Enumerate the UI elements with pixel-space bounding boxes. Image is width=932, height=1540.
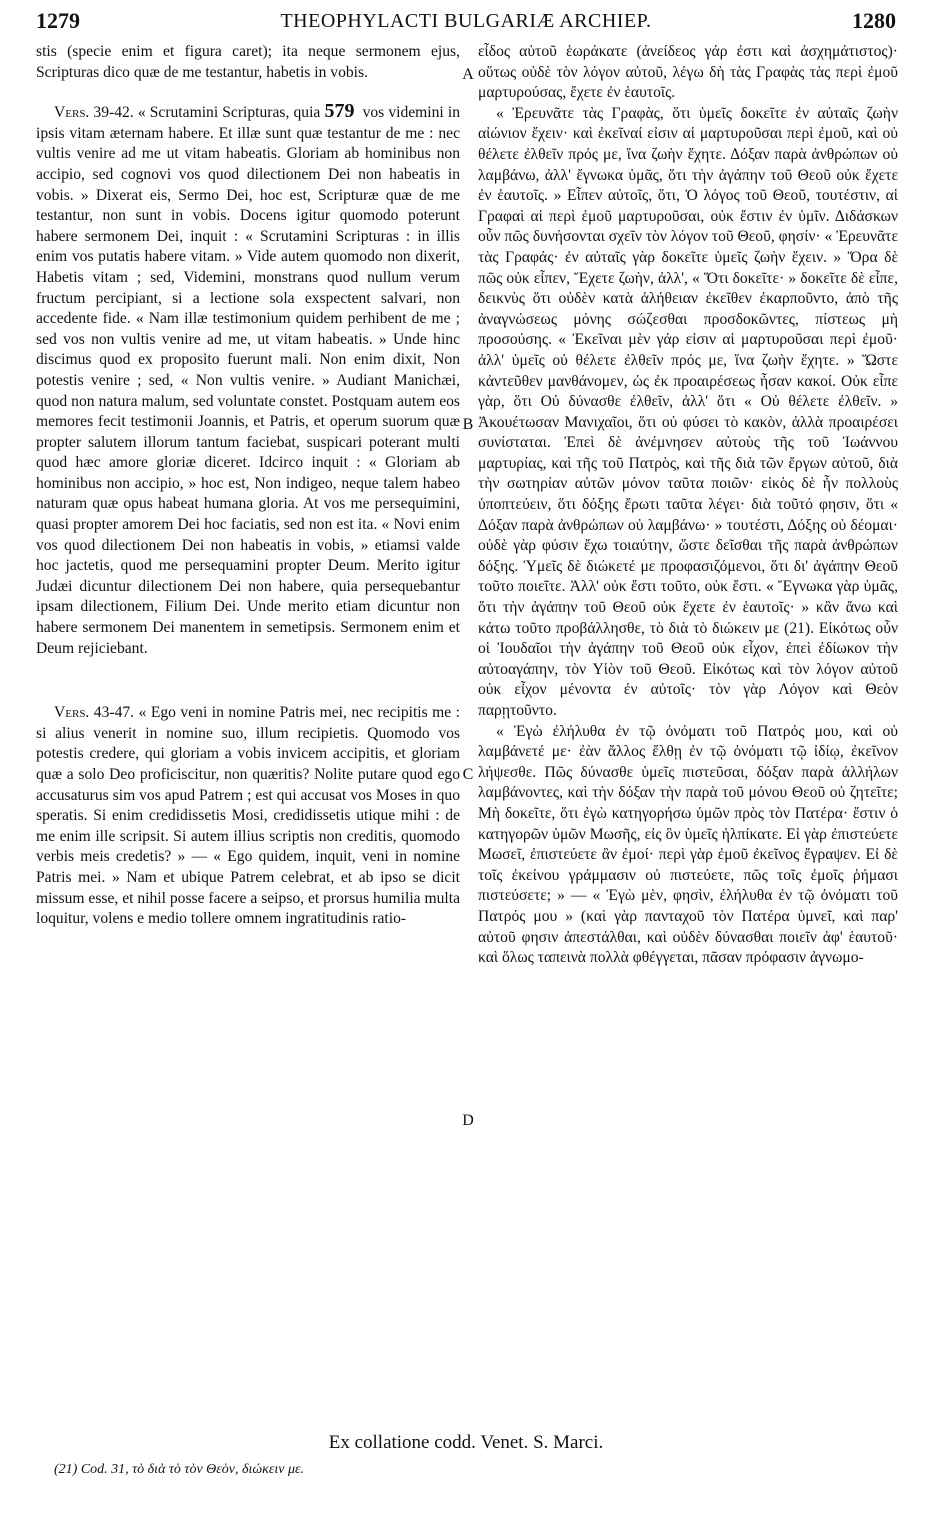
column-number: 579	[324, 100, 355, 123]
verse-reference: Vers. 39-42.	[54, 104, 134, 122]
latin-text: « Scrutamini Scripturas, quia	[137, 104, 321, 122]
greek-paragraph-1: εἶδος αὐτοῦ ἑωράκατε (ἀνείδεος γάρ ἐστι καὶ ἀσχημάτιστος)· οὕτως οὐδὲ τὸν λόγον αὐτοῦ, λέγω δὴ τὰς Γραφὰς τὰς περὶ ἐμοῦ μαρτυρούσας, ἔχετε ἐν ἑαυτοῖς.	[478, 43, 898, 102]
latin-column	[36, 42, 460, 1432]
latin-text: vos videmini in ipsis vitam æternam habere. Et illæ sunt quæ testantur de me : nec vultis venire ad me ut vitam habeatis. Gloriam ab hominibus non accipio, sed cognovi vos quod dilectionem Dei non habeatis in vobis. » Dixerat eis, Sermo Dei, hoc est, Scripturæ quæ de me testantur, non sunt in vobis. Docens igitur quomodo poterunt habere sermonem Dei, inquit : « Scrutamini Scripturas : in illis enim vos putatis habere vitam. » Vide autem quomodo non dixerit, Habetis vitam ; sed, Videmini, monstrans quod nullum verum fructum percipiant, si a lectione sola exspectent salvari, non accedente fide. « Nam illæ testimonium quidem perhibent de me ; sed vos non vultis venire ad me, ut vitam habeatis. » Unde hinc discimus quod ex proposito fuerunt mali. Non enim dixit, Non potestis venire ; sed, « Non vultis venire. » Audiant Manichæi, quod non natura malum, sed voluntate constet. Postquam autem eos memores fecit testimonii Joannis, et Patris, et operum suorum quæ propter salutem illorum tantum faciebat, suspicari poterant multi quod hæc amore gloriæ diceret. Idcirco inquit : « Gloriam ab hominibus non accipio, » hoc est, Non indigeo, neque talem habeo naturam quæ opus habeat humana gloria. At vos me persequimini, quasi propter amorem Dei hoc faciatis, sed non est ita. « Novi enim vos quod dilectionem Dei non habeatis in vobis, » etiamsi valde hoc jactetis, quod me persequamini propter Deum. Merito igitur Judæi dicuntur dilectionem Dei non habere, quia persequebantur ipsam dilectionem, Filium Dei. Unde merito etiam dicuntur non habere sermonem Dei manentem in semetipsis. Sermonem enim et Deum rejiciebant.	[36, 104, 460, 657]
page-header	[36, 8, 896, 42]
greek-paragraph-3: « Ἐγὼ ἐλήλυθα ἐν τῷ ὀνόματι τοῦ Πατρός μου, καὶ οὐ λαμβάνετέ με· ἐὰν ἄλλος ἔλθῃ ἐν τῷ ὀνόματι τῷ ἰδίῳ, ἐκεῖνον λήψεσθε. Πῶς δύνασθε ὑμεῖς πιστεῦσαι, δόξαν παρὰ ἀλλήλων λαμβάνοντες, καὶ τὴν δόξαν τὴν παρὰ τοῦ μόνου Θεοῦ οὐ ζητεῖτε; Μὴ δοκεῖτε, ὅτι ἐγὼ κατηγορήσω ὑμῶν πρὸς τὸν Πατέρα· ἔστιν ὁ κατηγορῶν ὑμῶν Μωσῆς, εἰς ὃν ὑμεῖς ἠλπίκατε. Εἰ γὰρ ἐπιστεύετε Μωσεῖ, ἐπιστεύετε ἂν ἐμοί· περὶ γὰρ ἐμοῦ ἐκεῖνος ἔγραψεν. Εἰ δὲ τοῖς ἐκείνου γράμμασιν οὐ πιστεύετε, πῶς τοῖς ἐμοῖς ῥήμασι πιστεύσετε; » — « Ἐγὼ μὲν, φησὶν, ἐλήλυθα ἐν τῷ ὀνόματι τοῦ Πατρός μου » (καὶ γὰρ πανταχοῦ τὸν Πατέρα ὑμνεῖ, καὶ παρ' αὐτοῦ φησιν ἀπεστάλθαι, καὶ οὐδὲν δύνασθαι ποιεῖν ἀφ' ἑαυτοῦ· καὶ ὅλως ταπεινὰ πολλὰ φθέγγεται, πᾶσαν πρόφασιν ἀγνωμο-	[478, 722, 898, 967]
page-number-left: 1279	[36, 8, 80, 33]
margin-marker-c: C	[462, 766, 474, 783]
running-title: THEOPHYLACTI BULGARIÆ ARCHIEP.	[280, 10, 652, 32]
verse-reference: Vers. 43-47.	[54, 704, 135, 722]
latin-paragraph-1: stis (specie enim et figura caret); ita neque sermonem ejus, Scripturas dico quæ de me testantur, habetis in vobis.	[36, 43, 460, 81]
latin-paragraph-3	[36, 703, 460, 930]
margin-marker-a: A	[462, 66, 474, 83]
collation-note: Ex collatione codd. Venet. S. Marci.	[328, 1432, 604, 1453]
page-number-right: 1280	[852, 8, 896, 33]
margin-marker-b: B	[462, 416, 474, 433]
latin-paragraph-2	[36, 101, 460, 659]
margin-marker-d: D	[462, 1112, 474, 1129]
greek-column	[478, 42, 898, 1432]
latin-text: « Ego veni in nomine Patris mei, nec recipitis me : si alius venerit in nomine suo, illum recipietis. Quomodo vos potestis credere, qui gloriam a vobis invicem accipitis, et gloriam quæ a solo Deo proficiscitur, non quæritis? Nolite putare quod ego accusaturus sim vos apud Patrem ; est qui accusat vos Moses in quo speratis. Si enim credidissetis Mosi, credidissetis utique mihi : de me enim ille scripsit. Si autem illius scriptis non creditis, quomodo verbis meis credetis? » — « Ego quidem, inquit, veni in nomine Patris mei. » Nam et ubique Patrem celebrat, et ab ipso se dicit missum esse, et nihil posse facere a seipso, et prorsus humilia multa loquitur, volens e medio tollere omnem ingratitudinis ratio-	[36, 704, 460, 928]
greek-paragraph-2: « Ἐρευνᾶτε τὰς Γραφὰς, ὅτι ὑμεῖς δοκεῖτε ἐν αὐταῖς ζωὴν αἰώνιον ἔχειν· καὶ ἐκεῖναί εἰσιν αἱ μαρτυροῦσαι περὶ ἐμοῦ, καὶ οὐ θέλετε ἐλθεῖν πρός με, ἵνα ζωὴν ἔχητε. Δόξαν παρὰ ἀνθρώπων οὐ λαμβάνω, ἀλλ' ἔγνωκα ὑμᾶς, ὅτι τὴν ἀγάπην τοῦ Θεοῦ οὐκ ἔχετε ἐν ἑαυτοῖς. » Εἶπεν αὐτοῖς, ὅτι, Ὁ λόγος τοῦ Θεοῦ, τουτέστιν, αἱ Γραφαὶ αἱ περὶ ἐμοῦ μαρτυροῦσαι, οὐκ ἔστιν ἐν ὑμῖν. Διδάσκων οὖν πῶς δυνήσονται σχεῖν τὸν λόγον τοῦ Θεοῦ, φησίν· « Ἐρευνᾶτε τὰς Γραφάς· ἐν αὐταῖς γὰρ δοκεῖτε ὑμεῖς ζωὴν ἔχειν. » Ὅρα δὲ πῶς οὐκ εἶπεν, Ἔχετε ζωὴν, ἀλλ', « Ὅτι δοκεῖτε· » δοκεῖτε δὲ εἶπε, δεικνὺς ὅτι οὐδὲν κατὰ ἀλήθειαν ἐκεῖθεν ἐκαρποῦντο, ἀπὸ τῆς ἀναγνώσεως μόνης σώζεσθαι προσδοκῶντες, πίστεως μὴ προσούσης. « Ἐκεῖναι μὲν γάρ εἰσιν αἱ μαρτυροῦσαι περὶ ἐμοῦ· ἀλλ' ὑμεῖς οὐ θέλετε ἐλθεῖν πρός με, ἵνα ζωὴν ἔχητε. » Ὥστε κἀντεῦθεν μανθάνομεν, ὡς ἐκ προαιρέσεως ἦσαν κακοί. Οὐκ εἶπε γὰρ, ὅτι Οὐ δύνασθε ἐλθεῖν, ἀλλ' ὅτι « Οὐ θέλετε ἐλθεῖν. » Ἀκουέτωσαν Μανιχαῖοι, ὅτι οὐ φύσει τὸ κακὸν, ἀλλὰ προαιρέσει συνίσταται. Ἐπεὶ δὲ ἀνέμνησεν αὐτοὺς τῆς τοῦ Ἰωάννου μαρτυρίας, καὶ τῆς τοῦ Πατρὸς, καὶ τῆς διὰ τῶν ἔργων αὐτοῦ, διὰ τὴν σωτηρίαν αὐτῶν μόνον ταῦτα ποιῶν· εἰκὸς δὲ ἦν πολλοὺς ὑποπτεύειν, ὅτι δόξης ἔρωτι ταῦτα λέγει· διὰ τοῦτό φησιν, ὅτι « Δόξαν παρὰ ἀνθρώπων οὐ λαμβάνω· » τουτέστι, Δόξης οὐ δέομαι· οὐδὲ γὰρ φύσιν ἔχω τοιαύτην, ὥστε δεῖσθαι τῆς παρὰ ἀνθρώπων δόξης. Ὑμεῖς δὲ διώκετέ με προφασιζόμενοι, ὅτι δι' ἀγάπην Θεοῦ τοῦτο ποιεῖτε. Ἀλλ' οὐκ ἔστι τοῦτο, οὐκ ἔστι. « Ἔγνωκα γὰρ ὑμᾶς, ὅτι τὴν ἀγάπην τοῦ Θεοῦ οὐκ ἔχετε ἐν ἑαυτοῖς· » κἂν ἄνω καὶ κάτω τοῦτο προβάλλησθε, τὸ διὰ τὸ διώκειν με (21). Εἰκότως οὖν οἱ Ἰουδαῖοι τὴν ἀγάπην τοῦ Θεοῦ οὐκ εἶχον, ἐπεὶ ἐδίωκον τὴν αὐτοαγάπην, τὸν Υἱὸν τοῦ Θεοῦ. Εἰκότως καὶ τὸν λόγον αὐτοῦ οὐκ εἶχον μένοντα ἐν αὐτοῖς· τὸν γὰρ Λόγον καὶ Θεὸν παρῃτοῦντο.	[478, 104, 898, 719]
footnote: (21) Cod. 31, τὸ διὰ τὸ τὸν Θεὸν, διώκειν με.	[54, 1462, 305, 1477]
